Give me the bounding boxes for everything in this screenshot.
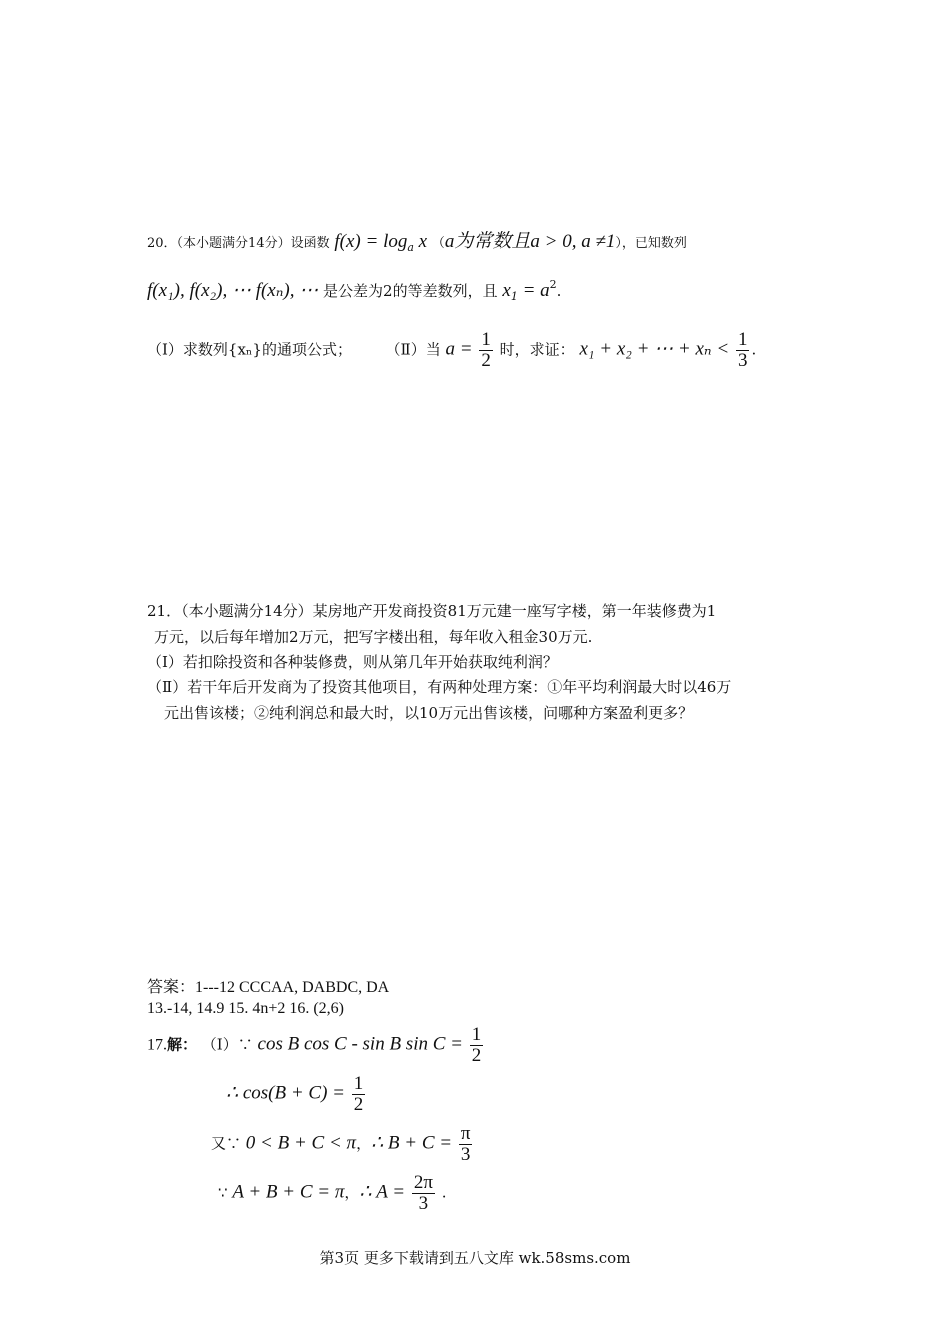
q20-x1-sub: 1 bbox=[510, 290, 518, 303]
q20-half-den: 2 bbox=[481, 349, 491, 371]
q17-eq2-num: 1 bbox=[353, 1073, 364, 1094]
q20-part2-a: a = bbox=[445, 338, 473, 360]
q17-eq4-fraction bbox=[412, 1173, 435, 1214]
q17-eq3-num: π bbox=[460, 1123, 471, 1144]
q20-suffix: ），已知数列 bbox=[615, 236, 687, 251]
q17-eq3-comma: ， bbox=[356, 1134, 372, 1153]
q21-line1: 21．（本小题满分14分）某房地产开发商投资81万元建一座写字楼，第一年装修费为1 bbox=[147, 602, 717, 620]
q20-seq-desc: 是公差为2的等差数列，且 bbox=[323, 282, 498, 300]
q20-x1-exp: 2 bbox=[549, 278, 557, 291]
q20-x1-rhs: = a bbox=[517, 280, 550, 301]
q21-part2-line1: （Ⅱ）若干年后开发商为了投资其他项目，有两种处理方案：①年平均利润最大时以46万 bbox=[147, 678, 732, 696]
answers-line2: 13.-14, 14.9 15. 4n+2 16. (2,6) bbox=[147, 1000, 345, 1017]
q17-line1 bbox=[147, 1025, 485, 1066]
q17-eq4-num: 2π bbox=[413, 1172, 433, 1193]
q20-x1: x bbox=[502, 280, 511, 301]
q17-eq4-prefix: ∵ bbox=[218, 1183, 228, 1202]
q17-eq4-then: ∴ A = bbox=[359, 1181, 406, 1203]
q20-seq-terms: f(x₁), f(x₂), ⋯ f(xₙ), ⋯ bbox=[147, 280, 319, 301]
q17-eq4-expr: A + B + C = π bbox=[232, 1181, 345, 1203]
q20-line3 bbox=[147, 330, 756, 371]
q20-func-def: f(x) = log bbox=[334, 231, 408, 252]
q17-eq1-lhs: cos B cos C - sin B sin C = bbox=[257, 1033, 463, 1055]
q20-part2-prefix: （Ⅱ）当 bbox=[385, 340, 441, 359]
q20-third-fraction bbox=[736, 330, 750, 371]
q17-jie: 解： bbox=[167, 1035, 198, 1054]
q20-prefix: 20．（本小题满分14分）设函数 bbox=[147, 236, 330, 251]
q20-line2 bbox=[147, 278, 561, 303]
q17-label: 17. bbox=[147, 1036, 167, 1054]
q20-third-den: 3 bbox=[737, 349, 748, 371]
q20-func-var: x bbox=[413, 231, 428, 252]
q17-eq2-den: 2 bbox=[353, 1093, 364, 1115]
q20-part2-end: . bbox=[751, 340, 757, 359]
q20-half-num: 1 bbox=[481, 329, 491, 350]
q17-eq4-end: . bbox=[441, 1183, 447, 1202]
q17-eq3-prefix: 又∵ bbox=[211, 1134, 242, 1153]
q17-line4 bbox=[218, 1173, 447, 1214]
q17-eq4-comma: ， bbox=[344, 1183, 360, 1202]
q17-eq1-num: 1 bbox=[471, 1024, 482, 1045]
q17-eq3-then: ∴ B + C = bbox=[371, 1132, 453, 1154]
q20-line1 bbox=[147, 226, 687, 254]
page-footer: 第3页 更多下载请到五八文库 wk.58sms.com bbox=[319, 1249, 631, 1267]
q20-sum-expr: x₁ + x₂ + ⋯ + xₙ < bbox=[579, 338, 730, 360]
answers-line1: 答案：1---12 CCCAA, DABDC, DA bbox=[147, 979, 390, 996]
q20-paren-open: （ bbox=[431, 236, 445, 251]
q21-part2-line2: 元出售该楼；②纯利润总和最大时，以10万元出售该楼，问哪种方案盈利更多？ bbox=[164, 704, 694, 722]
q17-part1-prefix: （Ⅰ）∵ bbox=[201, 1035, 253, 1054]
q20-condition: a为常数且a > 0, a ≠1 bbox=[444, 231, 616, 252]
q17-eq3-expr: 0 < B + C < π bbox=[245, 1132, 357, 1154]
q17-eq3-fraction bbox=[459, 1124, 473, 1165]
q20-third-num: 1 bbox=[737, 329, 748, 350]
q21-line2: 万元，以后每年增加2万元，把写字楼出租，每年收入租金30万元. bbox=[154, 628, 593, 646]
q17-eq2-lhs: ∴ cos(B + C) = bbox=[226, 1082, 345, 1104]
q17-eq3-den: 3 bbox=[460, 1143, 471, 1165]
q17-eq1-den: 2 bbox=[471, 1044, 482, 1066]
q20-part2-mid: 时，求证： bbox=[499, 340, 575, 359]
q17-eq1-fraction bbox=[470, 1025, 484, 1066]
q17-line2 bbox=[226, 1074, 367, 1115]
q20-part1: （Ⅰ）求数列{xₙ}的通项公式； bbox=[147, 340, 352, 359]
q21-part1: （Ⅰ）若扣除投资和各种装修费，则从第几年开始获取纯利润？ bbox=[147, 653, 558, 671]
q17-eq4-den: 3 bbox=[418, 1192, 429, 1214]
q17-line3 bbox=[211, 1124, 474, 1165]
q20-x1-end: . bbox=[556, 282, 562, 300]
q17-eq2-fraction bbox=[352, 1074, 366, 1115]
q20-log-base: a bbox=[407, 241, 414, 254]
q20-half-fraction bbox=[479, 330, 493, 371]
